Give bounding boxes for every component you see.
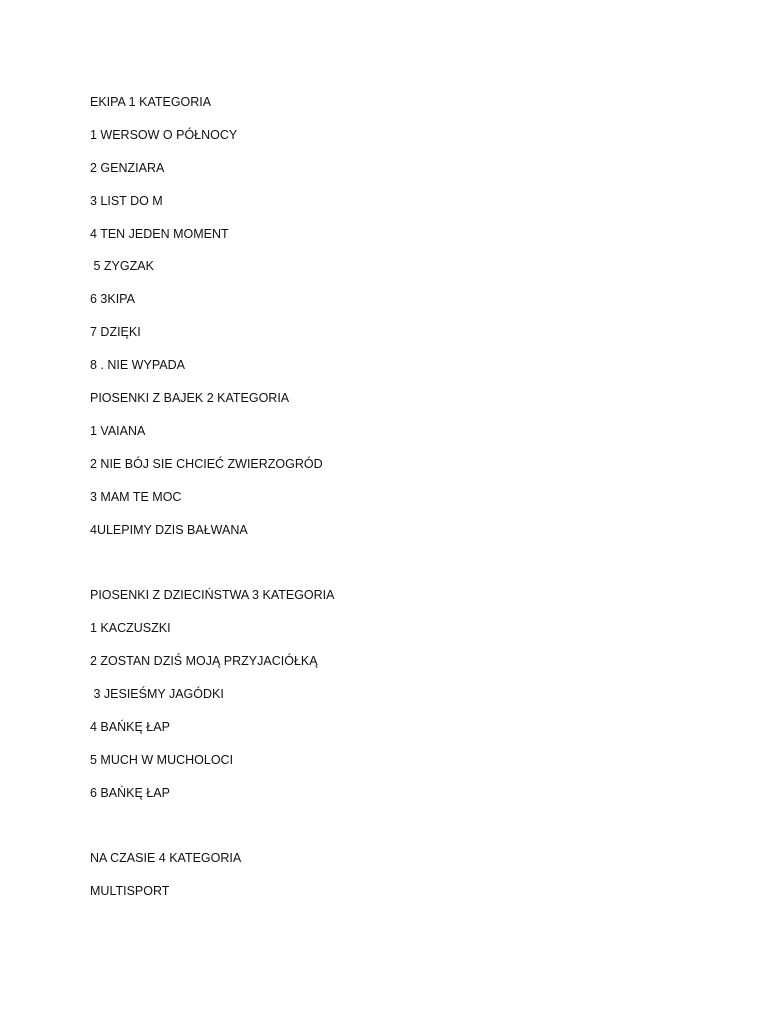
list-item: 6 3KIPA (90, 292, 135, 307)
blank-line (90, 817, 690, 850)
category-heading-4: NA CZASIE 4 KATEGORIA (90, 851, 242, 866)
list-item: 3 JESIEŚMY JAGÓDKI (90, 687, 224, 702)
list-item: 4ULEPIMY DZIS BAŁWANA (90, 522, 248, 537)
list-item: 2 ZOSTAN DZIŚ MOJĄ PRZYJACIÓŁKĄ (90, 654, 318, 669)
list-item: 1 WERSOW O PÓŁNOCY (90, 127, 238, 142)
list-item: 1 KACZUSZKI (90, 621, 171, 636)
list-item: 6 BAŃKĘ ŁAP (90, 785, 170, 800)
category-heading-2: PIOSENKI Z BAJEK 2 KATEGORIA (90, 391, 290, 406)
list-item: 8 . NIE WYPADA (90, 358, 185, 373)
category-heading-3: PIOSENKI Z DZIECIŃSTWA 3 KATEGORIA (90, 588, 335, 603)
list-item: 4 BAŃKĘ ŁAP (90, 719, 170, 734)
list-item: 3 LIST DO M (90, 193, 163, 208)
list-item: MULTISPORT (90, 884, 170, 899)
list-item: 1 VAIANA (90, 423, 146, 438)
document-body (90, 93, 690, 915)
list-item: 2 NIE BÓJ SIE CHCIEĆ ZWIERZOGRÓD (90, 456, 323, 471)
list-item: 5 MUCH W MUCHOLOCI (90, 752, 234, 767)
list-item: 4 TEN JEDEN MOMENT (90, 226, 229, 241)
list-item: 7 DZIĘKI (90, 325, 141, 340)
list-item: 3 MAM TE MOC (90, 489, 182, 504)
blank-line (90, 553, 690, 586)
list-item: 5 ZYGZAK (90, 259, 154, 274)
list-item: 2 GENZIARA (90, 160, 165, 175)
category-heading-1: EKIPA 1 KATEGORIA (90, 95, 212, 109)
